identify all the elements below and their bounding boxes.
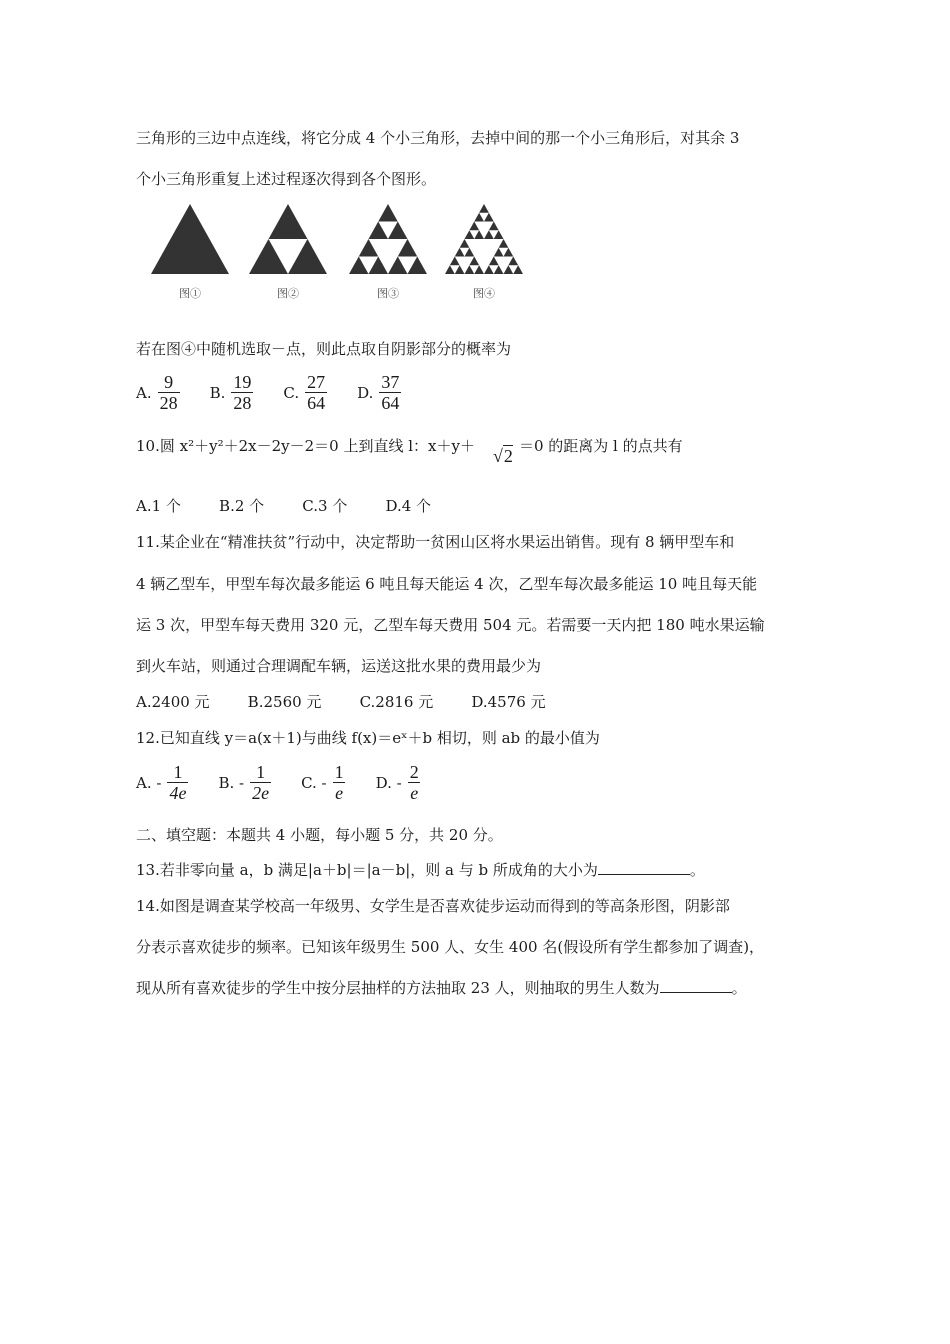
figure-1-triangle <box>150 203 230 275</box>
q12-option-a-label: A. - <box>136 773 162 792</box>
shaded-triangle <box>359 239 379 257</box>
q12-option-c[interactable] <box>301 762 346 803</box>
shaded-triangle <box>445 265 455 274</box>
figure-2-triangle <box>248 203 328 275</box>
q10-options: A.1 个 B.2 个 C.3 个 D.4 个 <box>136 497 432 515</box>
q12-option-c-num: 1 <box>334 762 344 782</box>
shaded-triangle <box>494 265 504 274</box>
shaded-triangle <box>489 257 499 266</box>
shaded-triangle <box>450 257 460 266</box>
shaded-triangle <box>455 265 465 274</box>
q12-option-d-label: D. - <box>375 773 402 792</box>
q9-option-b-num: 19 <box>233 372 252 392</box>
figure-4-caption: 图④ <box>473 287 495 300</box>
q14-line-1: 14.如图是调查某学校高一年级男、女学生是否喜欢徒步运动而得到的等高条形图，阴影部 <box>136 897 730 915</box>
shaded-triangle <box>513 265 523 274</box>
figure-4-triangle <box>444 203 524 275</box>
shaded-triangle <box>465 230 475 239</box>
q9-prompt: 若在图④中随机选取－点，则此点取自阴影部分的概率为 <box>136 340 512 358</box>
shaded-triangle <box>494 248 504 257</box>
figure-3-caption: 图③ <box>377 287 399 300</box>
shaded-triangle <box>484 230 494 239</box>
shaded-triangle <box>469 222 479 231</box>
q12-option-d[interactable] <box>376 762 421 803</box>
q9-option-a-num: 9 <box>164 372 174 392</box>
shaded-triangle <box>465 265 475 274</box>
q14-line-3-text: 现从所有喜欢徒步的学生中按分层抽样的方法抽取 23 人，则抽取的男生人数为 <box>136 979 660 997</box>
shaded-triangle <box>369 222 389 240</box>
figure-1-caption: 图① <box>179 287 201 300</box>
shaded-triangle <box>465 248 475 257</box>
q12-options <box>136 762 451 803</box>
shaded-triangle <box>249 239 288 274</box>
shaded-triangle <box>460 239 470 248</box>
shaded-triangle <box>388 257 408 275</box>
shaded-triangle <box>474 265 484 274</box>
q12-option-a-num: 1 <box>173 762 183 782</box>
q11-line-3: 运 3 次，甲型车每天费用 320 元，乙型车每天费用 504 元。若需要一天内把 180 吨水果运输 <box>136 616 765 634</box>
q10-sqrt: √2 <box>493 446 513 466</box>
q9-option-d[interactable] <box>357 372 401 413</box>
shaded-triangle <box>151 204 229 274</box>
q13-prompt <box>136 859 705 880</box>
shaded-triangle <box>369 257 389 275</box>
sierpinski-figures <box>146 203 536 303</box>
q9-option-c-label: C. <box>283 383 300 402</box>
q10-text-before: 10.圆 x²＋y²＋2x－2y－2＝0 上到直线 l：x＋y＋ <box>136 437 475 455</box>
shaded-triangle <box>378 204 398 222</box>
q12-option-b-den: 2e <box>252 783 270 803</box>
shaded-triangle <box>504 248 514 257</box>
shaded-triangle <box>489 222 499 231</box>
q12-option-b-num: 1 <box>256 762 266 782</box>
shaded-triangle <box>469 257 479 266</box>
q12-option-d-num: 2 <box>409 762 419 782</box>
q10-prompt <box>136 435 683 456</box>
q9-option-d-den: 64 <box>381 393 400 413</box>
q9-option-d-label: D. <box>357 383 374 402</box>
q9-options <box>136 372 431 413</box>
shaded-triangle <box>474 213 484 222</box>
q12-option-a[interactable] <box>136 762 188 803</box>
shaded-triangle <box>288 239 327 274</box>
q13-end: 。 <box>689 861 705 879</box>
shaded-triangle <box>508 257 518 266</box>
q10-sqrt-value: 2 <box>503 446 513 466</box>
q9-option-d-num: 37 <box>381 372 400 392</box>
q12-option-a-den: 4e <box>169 783 187 803</box>
q9-option-a-label: A. <box>136 383 152 402</box>
q11-line-1: 11.某企业在“精准扶贫”行动中，决定帮助一贫困山区将水果运出销售。现有 8 辆甲型车和 <box>136 533 735 551</box>
q9-option-b-label: B. <box>209 383 226 402</box>
q12-option-b-label: B. - <box>218 773 245 792</box>
q9-option-c-den: 64 <box>307 393 326 413</box>
shaded-triangle <box>349 257 369 275</box>
q13-text: 13.若非零向量 a，b 满足|a＋b|＝|a－b|，则 a 与 b 所成角的大小为 <box>136 861 598 879</box>
shaded-triangle <box>388 222 408 240</box>
q12-option-d-den: e <box>410 783 419 803</box>
q11-line-2: 4 辆乙型车，甲型车每次最多能运 6 吨且每天能运 4 次，乙型车每次最多能运 10 吨且每天能 <box>136 575 758 593</box>
q10-text-after: ＝0 的距离为 l 的点共有 <box>518 437 683 455</box>
q13-answer-blank[interactable] <box>598 860 690 875</box>
q12-option-c-label: C. - <box>301 773 327 792</box>
section-2-heading: 二、填空题：本题共 4 小题，每小题 5 分，共 20 分。 <box>136 826 503 844</box>
shaded-triangle <box>269 204 308 239</box>
intro-line-1: 三角形的三边中点连线，将它分成 4 个小三角形，去掉中间的那一个小三角形后，对其余 3 <box>136 129 740 147</box>
intro-line-2: 个小三角形重复上述过程逐次得到各个图形。 <box>136 170 437 188</box>
q14-line-2: 分表示喜欢徒步的频率。已知该年级男生 500 人、女生 400 名(假设所有学生都参加了调查)， <box>136 938 765 956</box>
shaded-triangle <box>398 239 418 257</box>
q9-option-a-den: 28 <box>159 393 178 413</box>
q14-line-3 <box>136 977 747 998</box>
shaded-triangle <box>499 239 509 248</box>
shaded-triangle <box>494 230 504 239</box>
q9-option-b-den: 28 <box>233 393 252 413</box>
q12-prompt: 12.已知直线 y＝a(x＋1)与曲线 f(x)＝eˣ＋b 相切，则 ab 的最小值为 <box>136 729 600 747</box>
q11-options: A.2400 元 B.2560 元 C.2816 元 D.4576 元 <box>136 693 546 711</box>
figure-2-caption: 图② <box>277 287 299 300</box>
shaded-triangle <box>484 213 494 222</box>
shaded-triangle <box>474 230 484 239</box>
shaded-triangle <box>504 265 514 274</box>
q11-line-4: 到火车站，则通过合理调配车辆，运送这批水果的费用最少为 <box>136 657 542 675</box>
q12-option-b[interactable] <box>218 762 271 803</box>
q14-answer-blank[interactable] <box>660 978 732 993</box>
shaded-triangle <box>408 257 428 275</box>
q9-option-c[interactable] <box>283 372 327 413</box>
q9-option-b[interactable] <box>210 372 254 413</box>
shaded-triangle <box>479 204 489 213</box>
shaded-triangle <box>455 248 465 257</box>
figure-3-triangle <box>348 203 428 275</box>
shaded-triangle <box>484 265 494 274</box>
q9-option-a[interactable] <box>136 372 180 413</box>
q14-end: 。 <box>731 979 747 997</box>
q9-option-c-num: 27 <box>307 372 326 392</box>
q12-option-c-den: e <box>335 783 344 803</box>
